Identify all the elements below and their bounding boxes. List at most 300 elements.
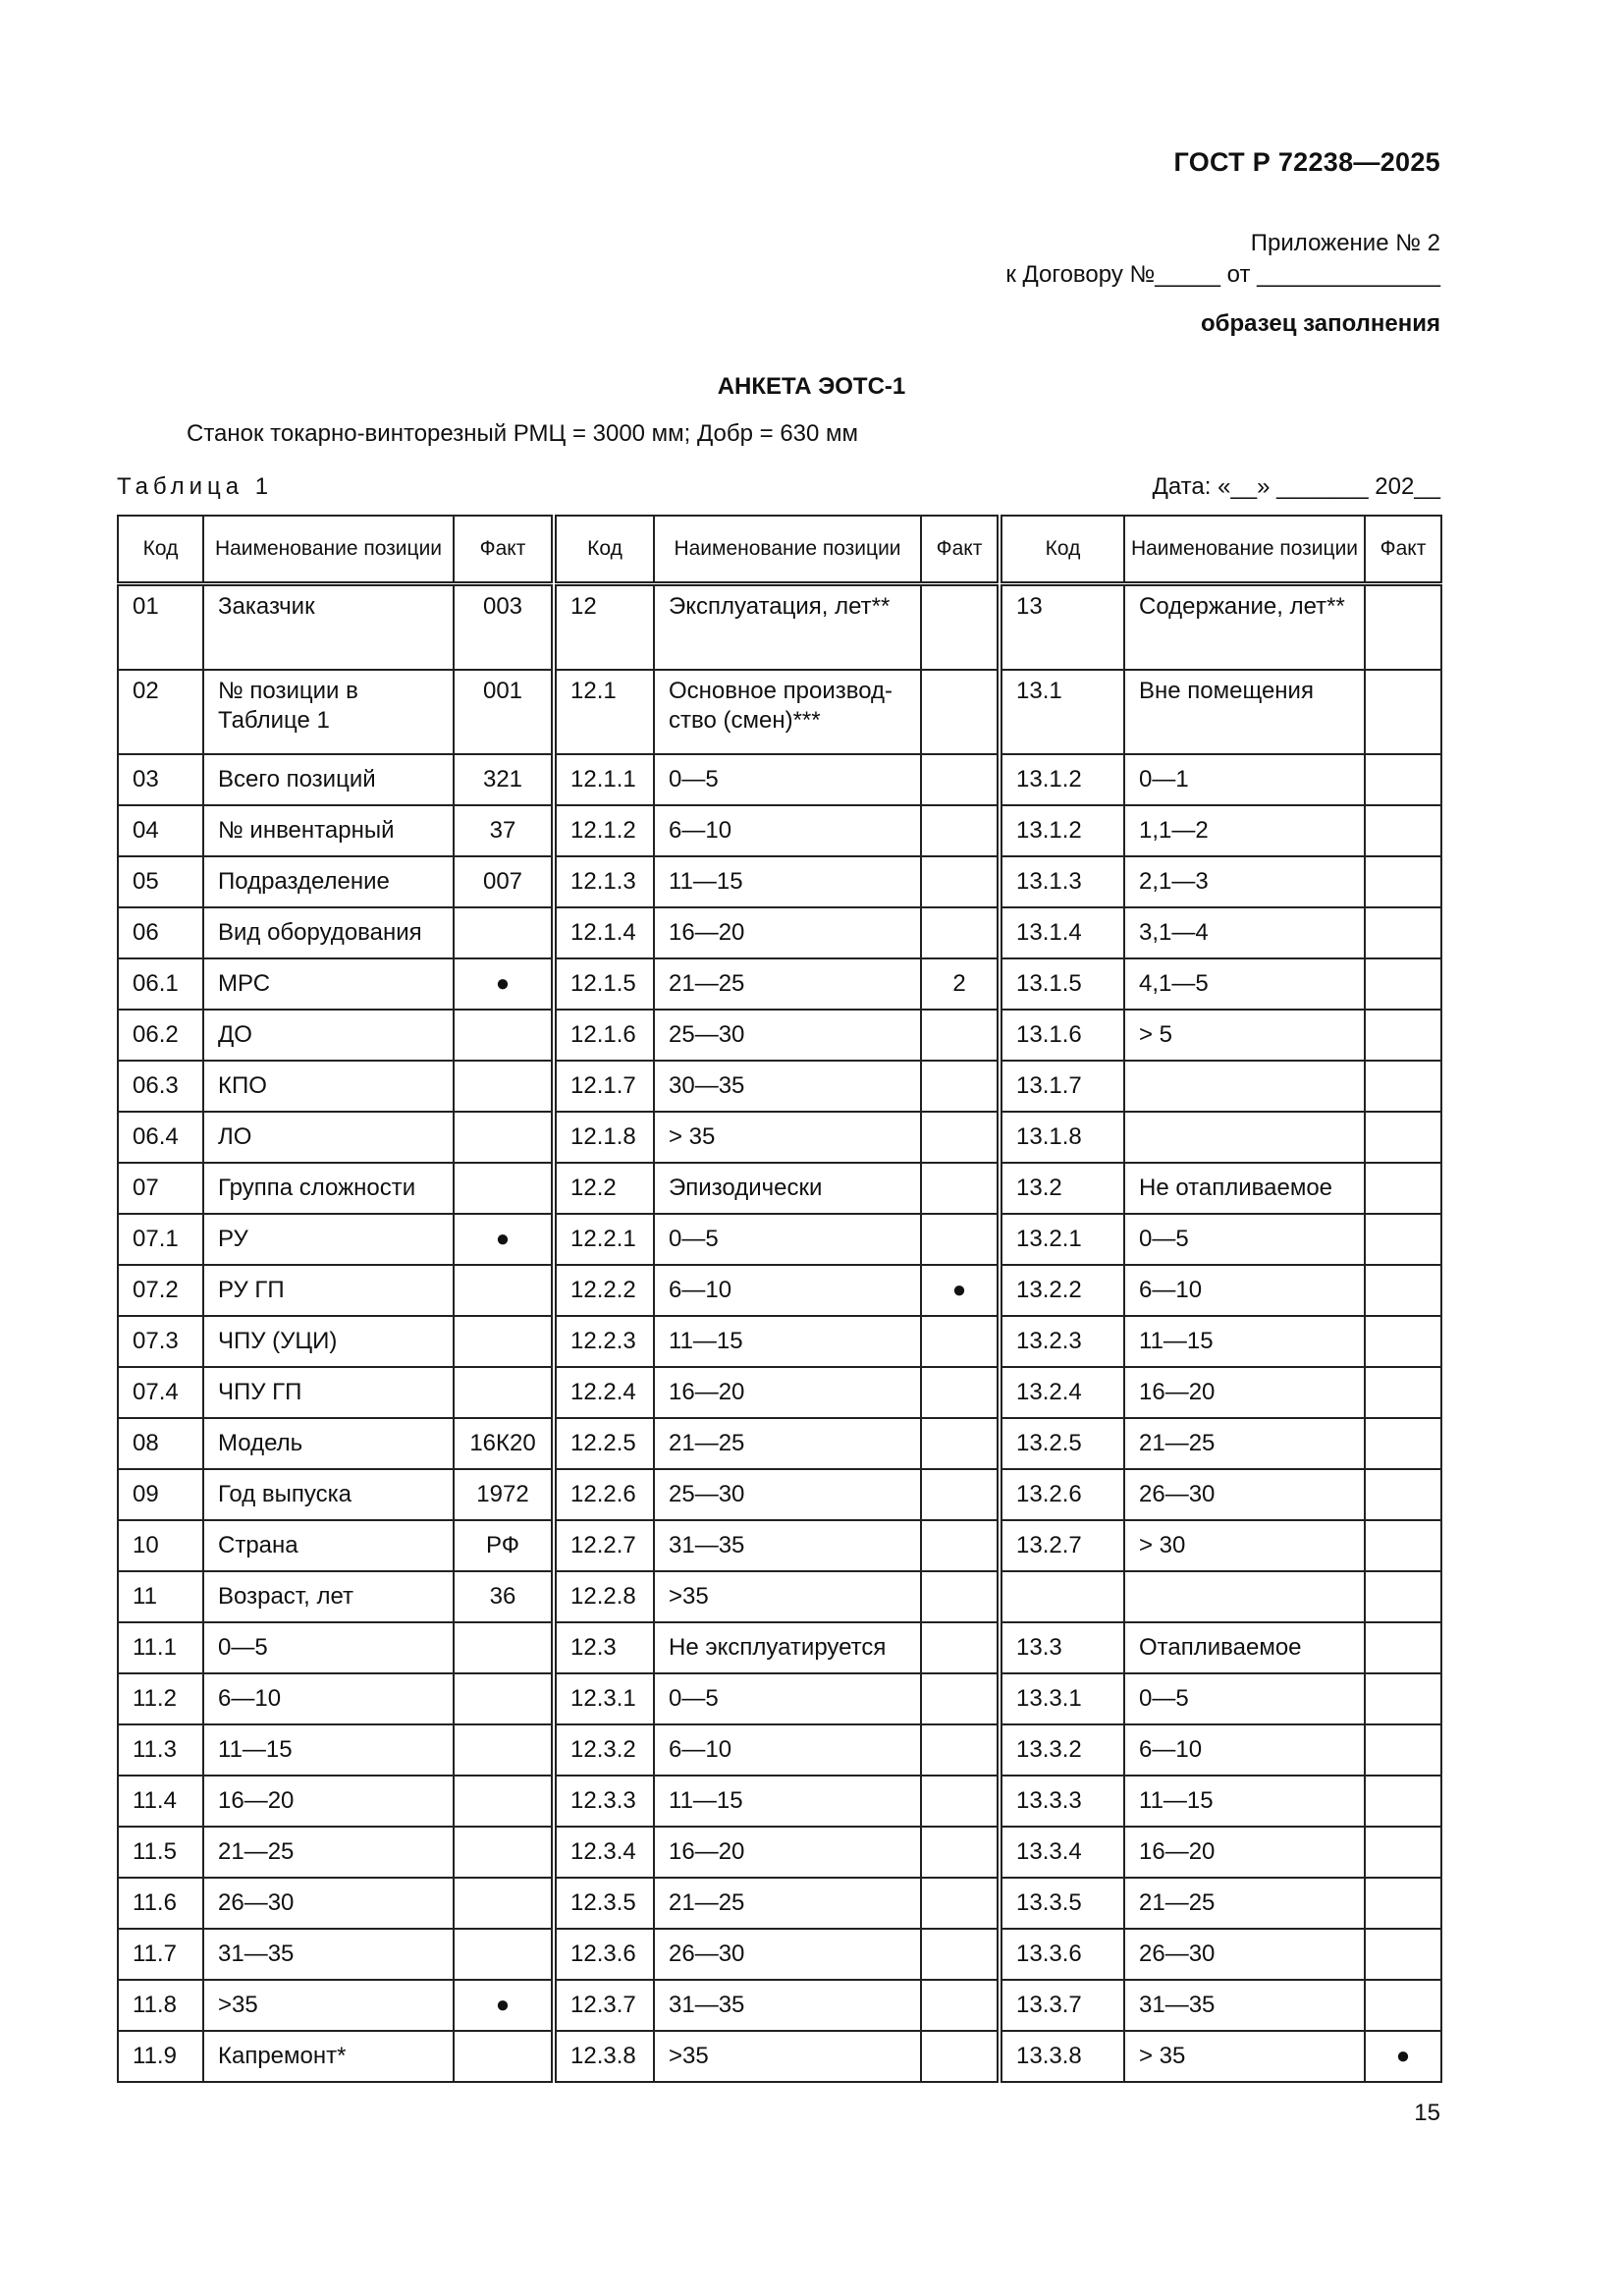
fact-cell (921, 805, 998, 856)
fact-cell: ● (454, 1214, 552, 1265)
table-row (118, 1929, 552, 1980)
fact-cell (1365, 958, 1441, 1010)
code-cell: 13.3.2 (1001, 1724, 1124, 1776)
name-cell: 31—35 (654, 1980, 921, 2031)
table-row (1001, 1520, 1441, 1571)
fact-cell (921, 1673, 998, 1724)
fact-cell (454, 1622, 552, 1673)
code-cell: 13.1.4 (1001, 907, 1124, 958)
name-cell (1124, 1061, 1365, 1112)
table-row (556, 1776, 998, 1827)
table-row (118, 1980, 552, 2031)
table-row (556, 1214, 998, 1265)
fact-cell (921, 2031, 998, 2082)
name-cell: Возраст, лет (203, 1571, 454, 1622)
code-cell: 09 (118, 1469, 203, 1520)
fact-cell (921, 1010, 998, 1061)
fact-header: Факт (921, 516, 998, 584)
name-cell: 16—20 (1124, 1827, 1365, 1878)
code-cell: 12.1.8 (556, 1112, 654, 1163)
table-row (1001, 1112, 1441, 1163)
code-cell: 13.1.2 (1001, 754, 1124, 805)
table-row (1001, 1367, 1441, 1418)
table-row (118, 1827, 552, 1878)
code-cell: 12.3.2 (556, 1724, 654, 1776)
code-cell: 13 (1001, 584, 1124, 671)
code-cell: 12.3.3 (556, 1776, 654, 1827)
name-cell: 1,1—2 (1124, 805, 1365, 856)
fact-cell (1365, 1418, 1441, 1469)
code-cell: 13.3.6 (1001, 1929, 1124, 1980)
table-block-1 (117, 515, 551, 2082)
table-row (118, 805, 552, 856)
name-cell: 2,1—3 (1124, 856, 1365, 907)
code-cell: 07.1 (118, 1214, 203, 1265)
fact-cell (921, 1214, 998, 1265)
fact-cell: 003 (454, 584, 552, 671)
name-cell: Вид оборудования (203, 907, 454, 958)
table-row (1001, 1673, 1441, 1724)
date-field: Дата: «__» _______ 202__ (1152, 473, 1440, 500)
name-cell (1124, 1112, 1365, 1163)
code-cell: 11.3 (118, 1724, 203, 1776)
code-header: Код (118, 516, 203, 584)
table-block-3-grid (1001, 515, 1442, 2083)
name-cell: 16—20 (654, 907, 921, 958)
table-row (118, 1061, 552, 1112)
table-row (556, 670, 998, 754)
code-cell: 12.3.5 (556, 1878, 654, 1929)
fact-cell: 007 (454, 856, 552, 907)
name-cell: РУ ГП (203, 1265, 454, 1316)
fact-cell (454, 1673, 552, 1724)
fact-cell (1365, 1469, 1441, 1520)
table-block-2-grid (555, 515, 999, 2083)
fact-cell: 16К20 (454, 1418, 552, 1469)
table-row (556, 958, 998, 1010)
fact-cell: 36 (454, 1571, 552, 1622)
table-row (556, 1469, 998, 1520)
code-header: Код (556, 516, 654, 584)
code-header: Код (1001, 516, 1124, 584)
fact-cell (1365, 1112, 1441, 1163)
standard-number: ГОСТ Р 72238—2025 (1173, 147, 1440, 177)
fact-cell (454, 1163, 552, 1214)
code-cell: 13.2.7 (1001, 1520, 1124, 1571)
code-cell: 12.2.6 (556, 1469, 654, 1520)
code-cell: 12.2.1 (556, 1214, 654, 1265)
table-row (556, 1878, 998, 1929)
code-cell: 12.2.8 (556, 1571, 654, 1622)
name-cell: > 5 (1124, 1010, 1365, 1061)
name-cell: 26—30 (1124, 1929, 1365, 1980)
fact-cell: 37 (454, 805, 552, 856)
fact-cell (454, 1061, 552, 1112)
fact-cell (921, 670, 998, 754)
fact-cell: ● (454, 1980, 552, 2031)
code-cell: 12.2.2 (556, 1265, 654, 1316)
table-row (1001, 2031, 1441, 2082)
name-cell: МРС (203, 958, 454, 1010)
table-row (556, 1265, 998, 1316)
table-row (118, 584, 552, 671)
fact-cell (1365, 670, 1441, 754)
name-cell: 6—10 (654, 1724, 921, 1776)
code-cell: 13.3.3 (1001, 1776, 1124, 1827)
table-row (118, 670, 552, 754)
name-cell: ЛО (203, 1112, 454, 1163)
name-cell: Модель (203, 1418, 454, 1469)
name-cell: 11—15 (654, 1776, 921, 1827)
fact-cell (1365, 1878, 1441, 1929)
header-row (1001, 516, 1441, 584)
table-row (556, 1163, 998, 1214)
name-cell: 11—15 (654, 1316, 921, 1367)
fact-cell: 001 (454, 670, 552, 754)
name-cell: 25—30 (654, 1010, 921, 1061)
name-cell: № инвентарный (203, 805, 454, 856)
code-cell: 11.4 (118, 1776, 203, 1827)
code-cell (1001, 1571, 1124, 1622)
name-cell: Отапливаемое (1124, 1622, 1365, 1673)
name-cell: >35 (654, 2031, 921, 2082)
header-row (118, 516, 552, 584)
table-row (1001, 1827, 1441, 1878)
table-row (118, 2031, 552, 2082)
table-row (118, 1418, 552, 1469)
table-block-3 (1001, 515, 1440, 2082)
fact-cell (454, 1724, 552, 1776)
name-cell: 16—20 (654, 1827, 921, 1878)
name-cell: 25—30 (654, 1469, 921, 1520)
table-row (556, 1980, 998, 2031)
table-row (556, 1418, 998, 1469)
code-cell: 13.3.7 (1001, 1980, 1124, 2031)
fact-cell (1365, 1980, 1441, 2031)
code-cell: 07.3 (118, 1316, 203, 1367)
code-cell: 13.3 (1001, 1622, 1124, 1673)
name-cell: Эпизодически (654, 1163, 921, 1214)
code-cell: 12.2 (556, 1163, 654, 1214)
code-cell: 11.7 (118, 1929, 203, 1980)
table-row (118, 1010, 552, 1061)
fact-cell (454, 1316, 552, 1367)
code-cell: 13.2.4 (1001, 1367, 1124, 1418)
table-row (556, 1010, 998, 1061)
table-row (556, 907, 998, 958)
table-row (1001, 1929, 1441, 1980)
name-cell: 31—35 (1124, 1980, 1365, 2031)
table-row (1001, 1571, 1441, 1622)
code-cell: 01 (118, 584, 203, 671)
name-cell: 6—10 (654, 805, 921, 856)
table-row (556, 1929, 998, 1980)
name-cell: >35 (203, 1980, 454, 2031)
name-cell: Вне помещения (1124, 670, 1365, 754)
fact-cell (1365, 1214, 1441, 1265)
fact-cell (921, 1367, 998, 1418)
table-row (556, 1520, 998, 1571)
name-cell: 0—5 (654, 754, 921, 805)
name-cell: 16—20 (203, 1776, 454, 1827)
fact-cell (1365, 1673, 1441, 1724)
code-cell: 06.3 (118, 1061, 203, 1112)
fact-cell (921, 1776, 998, 1827)
table-row (118, 1112, 552, 1163)
fact-cell: РФ (454, 1520, 552, 1571)
table-row (1001, 1878, 1441, 1929)
table-row (556, 1827, 998, 1878)
code-cell: 12.2.4 (556, 1367, 654, 1418)
questionnaire-table (117, 515, 1440, 2082)
name-cell: Содержание, лет** (1124, 584, 1365, 671)
fact-cell (921, 1112, 998, 1163)
table-label: Таблица 1 (117, 473, 274, 500)
code-cell: 12.1.2 (556, 805, 654, 856)
code-cell: 12.1.1 (556, 754, 654, 805)
code-cell: 12.1.5 (556, 958, 654, 1010)
fact-cell (1365, 1827, 1441, 1878)
fact-cell (921, 1316, 998, 1367)
name-cell: > 35 (654, 1112, 921, 1163)
table-row (1001, 856, 1441, 907)
name-cell: 11—15 (1124, 1776, 1365, 1827)
name-cell: Страна (203, 1520, 454, 1571)
table-row (118, 1673, 552, 1724)
form-title: АНКЕТА ЭОТС-1 (717, 373, 906, 400)
code-cell: 12.3.1 (556, 1673, 654, 1724)
code-cell: 13.1.8 (1001, 1112, 1124, 1163)
fact-cell (1365, 1776, 1441, 1827)
sample-label: образец заполнения (1200, 310, 1440, 337)
name-cell: Год выпуска (203, 1469, 454, 1520)
table-row (118, 958, 552, 1010)
fact-cell (454, 1112, 552, 1163)
table-row (1001, 754, 1441, 805)
name-cell: 21—25 (654, 1878, 921, 1929)
name-cell: 11—15 (654, 856, 921, 907)
name-cell: 16—20 (654, 1367, 921, 1418)
name-cell: № позиции в Таблице 1 (203, 670, 454, 754)
table-row (1001, 1418, 1441, 1469)
name-cell: 4,1—5 (1124, 958, 1365, 1010)
code-cell: 11 (118, 1571, 203, 1622)
table-row (1001, 1980, 1441, 2031)
name-cell: ЧПУ (УЦИ) (203, 1316, 454, 1367)
fact-cell (921, 1980, 998, 2031)
fact-cell (454, 1367, 552, 1418)
code-cell: 12.3.8 (556, 2031, 654, 2082)
fact-cell (1365, 1571, 1441, 1622)
name-cell: 21—25 (654, 958, 921, 1010)
fact-cell (1365, 907, 1441, 958)
code-cell: 05 (118, 856, 203, 907)
table-row (1001, 1061, 1441, 1112)
name-cell: 0—5 (203, 1622, 454, 1673)
table-row (1001, 907, 1441, 958)
code-cell: 13.1.3 (1001, 856, 1124, 907)
code-cell: 13.2.2 (1001, 1265, 1124, 1316)
code-cell: 12.1.4 (556, 907, 654, 958)
code-cell: 11.2 (118, 1673, 203, 1724)
name-cell: 0—5 (1124, 1673, 1365, 1724)
name-cell: 0—5 (1124, 1214, 1365, 1265)
table-row (556, 1622, 998, 1673)
name-cell: 6—10 (203, 1673, 454, 1724)
code-cell: 13.2.6 (1001, 1469, 1124, 1520)
fact-cell: 2 (921, 958, 998, 1010)
fact-cell (921, 1061, 998, 1112)
table-row (118, 1469, 552, 1520)
fact-cell (454, 1776, 552, 1827)
code-cell: 13.2.5 (1001, 1418, 1124, 1469)
fact-cell (1365, 1061, 1441, 1112)
code-cell: 12.1 (556, 670, 654, 754)
code-cell: 07 (118, 1163, 203, 1214)
name-cell: Заказчик (203, 584, 454, 671)
code-cell: 13.1.2 (1001, 805, 1124, 856)
name-cell: 21—25 (1124, 1878, 1365, 1929)
fact-cell (1365, 1367, 1441, 1418)
name-cell: 21—25 (1124, 1418, 1365, 1469)
annex-line-1: Приложение № 2 (1250, 230, 1440, 256)
table-row (1001, 1724, 1441, 1776)
fact-cell (1365, 805, 1441, 856)
table-row (118, 754, 552, 805)
table-row (1001, 1316, 1441, 1367)
name-cell: 30—35 (654, 1061, 921, 1112)
fact-cell (454, 1878, 552, 1929)
fact-cell (1365, 1520, 1441, 1571)
fact-cell (921, 1520, 998, 1571)
table-row (118, 1724, 552, 1776)
fact-cell (921, 584, 998, 671)
fact-cell (921, 1469, 998, 1520)
table-row (118, 1622, 552, 1673)
fact-cell (921, 856, 998, 907)
table-row (1001, 1469, 1441, 1520)
name-cell: 6—10 (1124, 1724, 1365, 1776)
name-cell: 6—10 (1124, 1265, 1365, 1316)
table-row (1001, 670, 1441, 754)
code-cell: 13.1.5 (1001, 958, 1124, 1010)
code-cell: 02 (118, 670, 203, 754)
fact-cell (921, 1418, 998, 1469)
table-row (1001, 958, 1441, 1010)
code-cell: 08 (118, 1418, 203, 1469)
fact-cell (454, 1265, 552, 1316)
fact-cell: ● (1365, 2031, 1441, 2082)
fact-cell (454, 2031, 552, 2082)
fact-cell (921, 754, 998, 805)
code-cell: 06.1 (118, 958, 203, 1010)
code-cell: 12.2.7 (556, 1520, 654, 1571)
name-cell: 16—20 (1124, 1367, 1365, 1418)
code-cell: 13.3.1 (1001, 1673, 1124, 1724)
code-cell: 13.3.5 (1001, 1878, 1124, 1929)
page-number: 15 (1414, 2100, 1440, 2126)
fact-cell (454, 1827, 552, 1878)
table-row (118, 907, 552, 958)
table-row (1001, 1163, 1441, 1214)
name-cell: 26—30 (654, 1929, 921, 1980)
name-cell: Не эксплуатируется (654, 1622, 921, 1673)
annex-line-2: к Договору №_____ от ______________ (1005, 261, 1440, 288)
name-cell: ДО (203, 1010, 454, 1061)
name-cell: 11—15 (203, 1724, 454, 1776)
fact-cell (454, 1010, 552, 1061)
fact-header: Факт (454, 516, 552, 584)
fact-cell (921, 1827, 998, 1878)
fact-cell (921, 1929, 998, 1980)
table-row (1001, 805, 1441, 856)
fact-cell: ● (454, 958, 552, 1010)
table-row (556, 584, 998, 671)
code-cell: 06.2 (118, 1010, 203, 1061)
name-cell: > 30 (1124, 1520, 1365, 1571)
name-cell: 26—30 (203, 1878, 454, 1929)
fact-cell (1365, 584, 1441, 671)
code-cell: 10 (118, 1520, 203, 1571)
code-cell: 11.6 (118, 1878, 203, 1929)
name-cell: 6—10 (654, 1265, 921, 1316)
fact-cell (921, 1724, 998, 1776)
name-header: Наименование позиции (654, 516, 921, 584)
fact-cell (1365, 754, 1441, 805)
table-block-2 (555, 515, 997, 2082)
code-cell: 03 (118, 754, 203, 805)
fact-cell (1365, 856, 1441, 907)
code-cell: 13.3.4 (1001, 1827, 1124, 1878)
fact-cell (1365, 1010, 1441, 1061)
fact-cell (921, 1878, 998, 1929)
table-row (118, 1571, 552, 1622)
name-cell: 0—5 (654, 1673, 921, 1724)
name-cell: Всего позиций (203, 754, 454, 805)
table-row (556, 1571, 998, 1622)
fact-cell (921, 1571, 998, 1622)
fact-cell (921, 907, 998, 958)
table-row (118, 1878, 552, 1929)
name-cell: Группа сложности (203, 1163, 454, 1214)
table-row (118, 1367, 552, 1418)
fact-cell (1365, 1265, 1441, 1316)
fact-cell (454, 1929, 552, 1980)
table-row (1001, 584, 1441, 671)
fact-cell: 321 (454, 754, 552, 805)
code-cell: 06 (118, 907, 203, 958)
fact-cell (1365, 1316, 1441, 1367)
name-cell: 31—35 (654, 1520, 921, 1571)
code-cell: 12.3.7 (556, 1980, 654, 2031)
code-cell: 11.1 (118, 1622, 203, 1673)
code-cell: 11.9 (118, 2031, 203, 2082)
name-cell: Капремонт* (203, 2031, 454, 2082)
table-row (1001, 1265, 1441, 1316)
table-row (556, 1724, 998, 1776)
fact-header: Факт (1365, 516, 1441, 584)
table-row (118, 1316, 552, 1367)
fact-cell: ● (921, 1265, 998, 1316)
code-cell: 12.3.4 (556, 1827, 654, 1878)
code-cell: 13.1 (1001, 670, 1124, 754)
name-cell: Подразделение (203, 856, 454, 907)
name-cell: >35 (654, 1571, 921, 1622)
code-cell: 07.2 (118, 1265, 203, 1316)
table-row (118, 1265, 552, 1316)
table-row (556, 2031, 998, 2082)
fact-cell (1365, 1163, 1441, 1214)
